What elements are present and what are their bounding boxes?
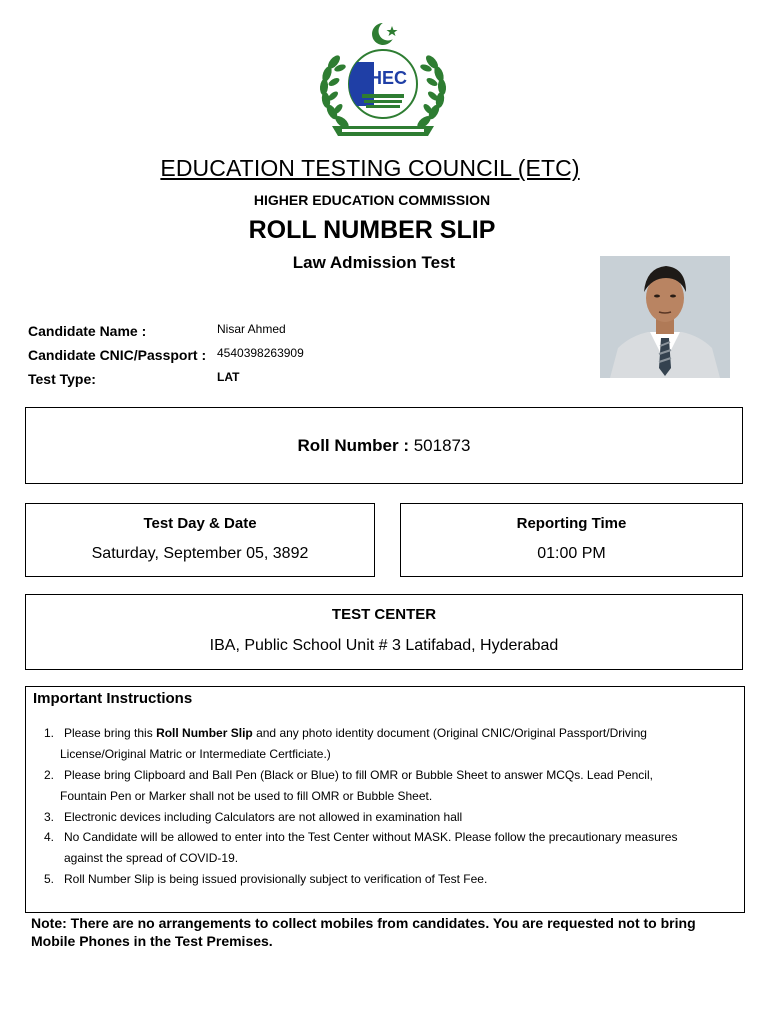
instruction-item — [44, 765, 734, 807]
test-center-box — [25, 594, 743, 670]
instruction-item — [44, 723, 734, 765]
reporting-time-value: 01:00 PM — [537, 545, 606, 562]
roll-number — [26, 436, 742, 456]
candidate-photo — [600, 256, 730, 378]
instruction-continuation: against the spread of COVID-19. — [64, 851, 239, 865]
instruction-number: 1. — [44, 726, 55, 740]
test-date-label: Test Day & Date — [143, 515, 257, 532]
roll-number-box — [25, 407, 743, 484]
instruction-item — [44, 807, 734, 828]
instruction-text-part: Please bring this — [64, 726, 157, 740]
mobile-phone-note: Note: There are no arrangements to collect mobiles from candidates. You are requested not to bring Mobile Phones in the Test Premises. — [31, 915, 696, 949]
instruction-number: 2. — [44, 768, 55, 782]
instruction-text: Roll Number Slip is being issued provisionally subject to verification of Test Fee. — [64, 872, 488, 886]
test-type-row — [28, 371, 348, 391]
test-date-box — [25, 503, 375, 577]
candidate-cnic-row — [28, 347, 348, 367]
roll-number-label: Roll Number : — [297, 436, 409, 455]
svg-text:HEC: HEC — [368, 68, 408, 88]
candidate-name-row — [28, 323, 348, 343]
reporting-time-box — [400, 503, 743, 577]
test-center-value: IBA, Public School Unit # 3 Latifabad, Hyderabad — [209, 637, 559, 654]
organization-title: EDUCATION TESTING COUNCIL (ETC) — [160, 155, 580, 181]
test-type-value: LAT — [217, 370, 240, 384]
organization-subtitle: HIGHER EDUCATION COMMISSION — [253, 192, 491, 208]
candidate-cnic-label: Candidate CNIC/Passport : — [28, 347, 207, 363]
instruction-continuation: License/Original Matric or Intermediate Certficiate.) — [60, 747, 331, 761]
instruction-number: 3. — [44, 810, 55, 824]
instruction-text: Please bring Clipboard and Ball Pen (Black or Blue) to fill OMR or Bubble Sheet to answer MCQs. Lead Pencil, — [64, 768, 653, 782]
instructions-heading: Important Instructions — [33, 690, 193, 707]
instruction-item — [44, 827, 734, 869]
candidate-name-value: Nisar Ahmed — [217, 322, 286, 336]
candidate-name-label: Candidate Name : — [28, 323, 147, 339]
candidate-cnic-value: 4540398263909 — [217, 346, 304, 360]
instruction-text: Electronic devices including Calculators are not allowed in examination hall — [64, 810, 463, 824]
test-center-label: TEST CENTER — [331, 606, 437, 623]
instruction-number: 4. — [44, 830, 55, 844]
instruction-number: 5. — [44, 872, 55, 886]
test-name: Law Admission Test — [292, 253, 456, 272]
instruction-text — [44, 723, 734, 744]
roll-number-value: 501873 — [413, 436, 471, 455]
slip-title: ROLL NUMBER SLIP — [248, 216, 496, 244]
instruction-continuation: Fountain Pen or Marker shall not be used to fill OMR or Bubble Sheet. — [60, 789, 433, 803]
instruction-text-part: and any photo identity document (Original CNIC/Original Passport/Driving — [252, 726, 647, 740]
instruction-item — [44, 869, 734, 890]
instruction-bold-text: Roll Number Slip — [156, 726, 253, 740]
hec-logo — [312, 22, 454, 150]
instruction-text: No Candidate will be allowed to enter into the Test Center without MASK. Please follow the precautionary measures — [64, 830, 678, 844]
reporting-time-label: Reporting Time — [516, 515, 627, 532]
test-type-label: Test Type: — [28, 371, 96, 387]
instructions-box — [25, 686, 745, 913]
test-date-value: Saturday, September 05, 3892 — [91, 545, 309, 562]
